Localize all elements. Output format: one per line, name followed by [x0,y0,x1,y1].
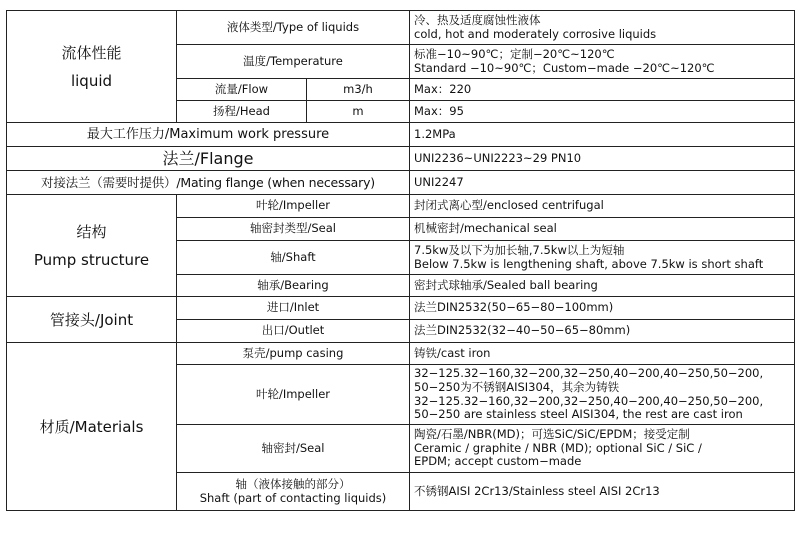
head-value: Max：95 [410,101,795,123]
row-materials-casing [7,343,795,365]
temp-value-cn: 标准−10~90℃；定制−20℃~120℃ [414,46,615,61]
spec-table [6,10,795,511]
joint-inlet-value: 法兰DIN2532(50−65−80−100mm) [410,297,795,320]
materials-shaft-value: 不锈钢AISI 2Cr13/Stainless steel AISI 2Cr13 [410,473,795,511]
structure-shaft-value-en: Below 7.5kw is lengthening shaft, above 7.5kw is short shaft [414,256,764,271]
structure-title-cn: 结构 [76,222,107,241]
type-label: 液体类型/Type of liquids [177,11,410,45]
joint-inlet-label: 进口/Inlet [177,297,410,320]
row-structure-impeller [7,195,795,218]
temp-value [410,45,795,79]
head-unit: m [307,101,410,123]
row-mating-flange [7,171,795,195]
type-value-en: cold, hot and moderately corrosive liquids [414,26,657,41]
row-flange [7,147,795,171]
type-value-cn: 冷、热及适度腐蚀性液体 [414,12,541,27]
materials-impeller-line-3: 32−125.32−160,32−200,32−250,40−200,40−250,50−200, [414,393,764,408]
structure-seal-label: 轴密封类型/Seal [177,218,410,241]
structure-shaft-value-cn: 7.5kw及以下为加长轴,7.5kw以上为短轴 [414,242,625,257]
materials-section-title: 材质/Materials [7,343,177,511]
flange-label: 法兰/Flange [7,147,410,171]
structure-seal-value: 机械密封/mechanical seal [410,218,795,241]
materials-seal-label: 轴密封/Seal [177,425,410,473]
materials-impeller-line-1: 32−125.32−160,32−200,32−250,40−200,40−250,50−200, [414,365,764,380]
materials-seal-line-3: EPDM; accept custom−made [414,454,582,469]
materials-impeller-value [410,365,795,425]
type-value [410,11,795,45]
row-joint-inlet [7,297,795,320]
materials-impeller-line-4: 50−250 are stainless steel AISI304, the rest are cast iron [414,407,743,422]
materials-shaft-label-cn: 轴（液体接触的部分） [235,476,351,491]
row-type-of-liquids [7,11,795,45]
joint-section-title: 管接头/Joint [7,297,177,343]
joint-outlet-value: 法兰DIN2532(32−40−50−65−80mm) [410,320,795,343]
flow-value: Max：220 [410,79,795,101]
mating-label: 对接法兰（需要时提供）/Mating flange (when necessary) [7,171,410,195]
head-label: 扬程/Head [177,101,307,123]
structure-bearing-value: 密封式球轴承/Sealed ball bearing [410,275,795,297]
structure-section-title [7,195,177,297]
mating-value: UNI2247 [410,171,795,195]
joint-outlet-label: 出口/Outlet [177,320,410,343]
liquid-title-en: liquid [70,71,113,90]
flange-value: UNI2236~UNI2223~29 PN10 [410,147,795,171]
materials-impeller-label: 叶轮/Impeller [177,365,410,425]
materials-impeller-line-2: 50−250为不锈钢AISI304，其余为铸铁 [414,379,620,394]
materials-seal-line-1: 陶瓷/石墨/NBR(MD)；可选SiC/SiC/EPDM；接受定制 [414,426,690,441]
flow-label: 流量/Flow [177,79,307,101]
materials-casing-value: 铸铁/cast iron [410,343,795,365]
pressure-label: 最大工作压力/Maximum work pressure [7,123,410,147]
structure-shaft-label: 轴/Shaft [177,241,410,275]
structure-impeller-value: 封闭式离心型/enclosed centrifugal [410,195,795,218]
structure-impeller-label: 叶轮/Impeller [177,195,410,218]
structure-title-en: Pump structure [33,250,150,269]
pressure-value: 1.2MPa [410,123,795,147]
materials-casing-label: 泵壳/pump casing [177,343,410,365]
structure-shaft-value [410,241,795,275]
row-max-pressure [7,123,795,147]
liquid-section-title [7,11,177,123]
temp-label: 温度/Temperature [177,45,410,79]
materials-seal-line-2: Ceramic / graphite / NBR (MD); optional SiC / SiC / [414,440,702,455]
materials-shaft-label [177,473,410,511]
flow-unit: m3/h [307,79,410,101]
materials-seal-value [410,425,795,473]
liquid-title-cn: 流体性能 [61,43,122,62]
structure-bearing-label: 轴承/Bearing [177,275,410,297]
temp-value-en: Standard −10~90℃；Custom−made −20℃~120℃ [414,60,715,75]
materials-shaft-label-en: Shaft (part of contacting liquids) [199,490,387,505]
